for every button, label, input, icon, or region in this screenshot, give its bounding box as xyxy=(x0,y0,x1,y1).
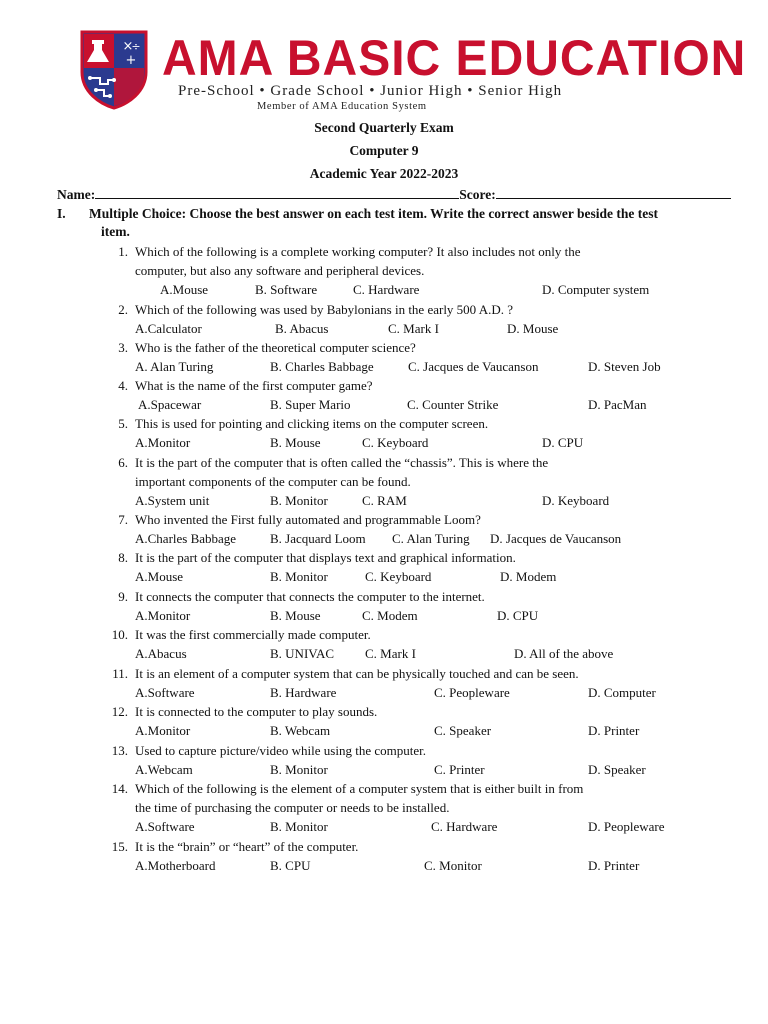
section-text-continued: item. xyxy=(101,224,130,239)
answer-option: A.Calculator xyxy=(135,321,202,337)
question-number: 10. xyxy=(111,627,128,642)
question-number: 1. xyxy=(118,244,128,259)
answer-option: A.Mouse xyxy=(135,569,184,585)
answer-option: D. Printer xyxy=(588,723,640,739)
question-text: It was the first commercially made computer. xyxy=(135,627,371,642)
answer-option: C. Alan Turing xyxy=(392,531,470,547)
answer-option: D. PacMan xyxy=(588,397,647,413)
answer-option: C. Peopleware xyxy=(434,685,510,701)
question-number: 3. xyxy=(118,340,128,355)
question-number: 2. xyxy=(118,302,128,317)
name-score-row xyxy=(57,186,731,203)
answer-option: B. Monitor xyxy=(270,493,328,509)
answer-option: C. Keyboard xyxy=(365,569,432,585)
answer-option: A.Webcam xyxy=(135,762,193,778)
answer-option: C. Hardware xyxy=(431,819,498,835)
answer-option: B. Hardware xyxy=(270,685,337,701)
answer-option: C. Hardware xyxy=(353,282,420,298)
brand-name: AMA BASIC EDUCATION xyxy=(162,31,747,87)
answer-option: B. Charles Babbage xyxy=(270,359,374,375)
answer-option: B. Software xyxy=(255,282,318,298)
question-text: It is the part of the computer that displays text and graphical information. xyxy=(135,550,516,565)
question-number: 4. xyxy=(118,378,128,393)
question-text: What is the name of the first computer game? xyxy=(135,378,373,393)
answer-option: B. CPU xyxy=(270,858,311,874)
answer-option: A.Spacewar xyxy=(138,397,202,413)
answer-option: B. Monitor xyxy=(270,762,328,778)
question-text: Which of the following was used by Babylonians in the early 500 A.D. ? xyxy=(135,302,514,317)
answer-option: C. Mark I xyxy=(365,646,416,662)
answer-option: C. Mark I xyxy=(388,321,439,337)
answer-option: D. Computer xyxy=(588,685,656,701)
answer-option: D. Speaker xyxy=(588,762,646,778)
answer-option: A.System unit xyxy=(135,493,210,509)
answer-option: D. Printer xyxy=(588,858,640,874)
answer-option: D. Steven Job xyxy=(588,359,661,375)
question-text: Who invented the First fully automated and programmable Loom? xyxy=(135,512,481,527)
brand-block xyxy=(162,30,747,90)
answer-option: C. Jacques de Vaucanson xyxy=(408,359,539,375)
answer-option: D. Peopleware xyxy=(588,819,665,835)
question-number: 7. xyxy=(118,512,128,527)
answer-option: A.Monitor xyxy=(135,608,191,624)
question-text: It is an element of a computer system that can be physically touched and can be seen. xyxy=(135,666,579,681)
question-number: 13. xyxy=(111,743,128,758)
school-levels-tagline: Pre-School • Grade School • Junior High • Senior High xyxy=(178,83,563,99)
answer-option: C. Modem xyxy=(362,608,418,624)
answer-option: C. Printer xyxy=(434,762,485,778)
question-text: Which of the following is the element of a computer system that is either built in from xyxy=(135,781,584,796)
question-text: It is the “brain” or “heart” of the computer. xyxy=(135,839,359,854)
question-text: computer, but also any software and peripheral devices. xyxy=(135,263,425,279)
answer-option: B. Monitor xyxy=(270,819,328,835)
answer-option: C. Speaker xyxy=(434,723,492,739)
answer-option: D. Computer system xyxy=(542,282,650,298)
answer-option: C. Monitor xyxy=(424,858,482,874)
question-number: 8. xyxy=(118,550,128,565)
question-text: Which of the following is a complete working computer? It also includes not only the xyxy=(135,244,581,259)
name-blank[interactable] xyxy=(95,186,459,199)
answer-option: A.Monitor xyxy=(135,723,191,739)
question-number: 6. xyxy=(118,455,128,470)
svg-text:÷: ÷ xyxy=(131,40,141,53)
answer-option: A.Software xyxy=(135,685,195,701)
question-number: 5. xyxy=(118,416,128,431)
svg-text:×: × xyxy=(122,39,134,54)
section-number: I. xyxy=(57,206,66,221)
question-number: 9. xyxy=(118,589,128,604)
question-number: 11. xyxy=(112,666,128,681)
answer-option: B. Monitor xyxy=(270,569,328,585)
question-text: important components of the computer can be found. xyxy=(135,474,411,490)
section-text: Multiple Choice: Choose the best answer on each test item. Write the correct answer beside the test xyxy=(89,206,659,221)
question-text: It is connected to the computer to play sounds. xyxy=(135,704,378,719)
member-line: Member of AMA Education System xyxy=(257,101,427,112)
answer-option: D. CPU xyxy=(497,608,539,624)
question-text: It connects the computer that connects the computer to the internet. xyxy=(135,589,485,604)
answer-option: C. RAM xyxy=(362,493,407,509)
question-number: 14. xyxy=(111,781,128,796)
answer-option: B. Abacus xyxy=(275,321,329,337)
exam-title: Second Quarterly Exam xyxy=(314,120,454,135)
score-blank[interactable] xyxy=(496,186,731,199)
answer-option: B. Super Mario xyxy=(270,397,351,413)
answer-option: A.Software xyxy=(135,819,195,835)
answer-option: A.Abacus xyxy=(135,646,187,662)
answer-option: B. UNIVAC xyxy=(270,646,335,662)
answer-option: B. Mouse xyxy=(270,608,321,624)
question-text: It is the part of the computer that is often called the “chassis”. This is where the xyxy=(135,455,549,470)
answer-option: D. Keyboard xyxy=(542,493,610,509)
question-number: 15. xyxy=(111,839,128,854)
school-header xyxy=(78,28,747,118)
academic-year: Academic Year 2022-2023 xyxy=(309,166,459,181)
answer-option: A.Monitor xyxy=(135,435,191,451)
answer-option: A.Mouse xyxy=(160,282,209,298)
answer-option: D. Modem xyxy=(500,569,557,585)
answer-option: A. Alan Turing xyxy=(135,359,214,375)
answer-option: C. Keyboard xyxy=(362,435,429,451)
question-number: 12. xyxy=(111,704,128,719)
answer-option: A.Motherboard xyxy=(135,858,216,874)
answer-option: D. Jacques de Vaucanson xyxy=(490,531,622,547)
score-label: Score: xyxy=(459,187,496,202)
answer-option: B. Mouse xyxy=(270,435,321,451)
answer-option: B. Jacquard Loom xyxy=(270,531,366,547)
question-text: This is used for pointing and clicking items on the computer screen. xyxy=(135,416,489,431)
answer-option: A.Charles Babbage xyxy=(135,531,237,547)
answer-option: C. Counter Strike xyxy=(407,397,499,413)
school-crest-logo xyxy=(78,28,150,110)
question-text: the time of purchasing the computer or needs to be installed. xyxy=(135,800,450,816)
question-text: Who is the father of the theoretical computer science? xyxy=(135,340,416,355)
answer-option: B. Webcam xyxy=(270,723,331,739)
answer-option: D. All of the above xyxy=(514,646,614,662)
question-text: Used to capture picture/video while using the computer. xyxy=(135,743,426,758)
svg-text:+: + xyxy=(125,53,137,68)
answer-option: D. Mouse xyxy=(507,321,559,337)
name-label: Name: xyxy=(57,187,96,202)
answer-option: D. CPU xyxy=(542,435,584,451)
exam-subject: Computer 9 xyxy=(349,143,419,158)
